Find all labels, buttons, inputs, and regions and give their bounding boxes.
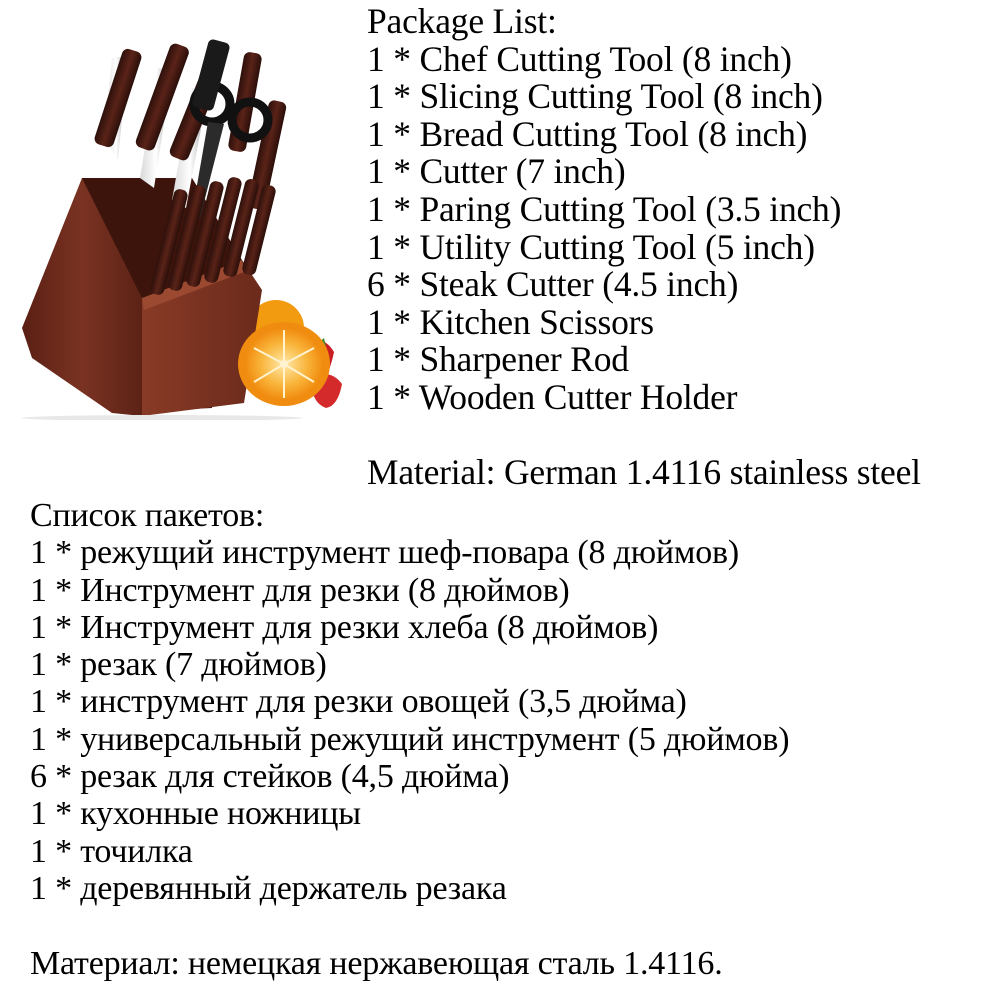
russian-item: 1 * универсальный режущий инструмент (5 дюймов) xyxy=(30,720,790,758)
english-item: 1 * Bread Cutting Tool (8 inch) xyxy=(367,113,808,154)
orange-half xyxy=(238,322,330,406)
russian-item: 1 * резак (7 дюймов) xyxy=(30,646,327,684)
english-material: Material: German 1.4116 stainless steel xyxy=(367,452,921,492)
english-package-list xyxy=(367,3,841,417)
russian-item: 1 * инструмент для резки овощей (3,5 дюйма) xyxy=(30,683,687,721)
knife-block-set-image xyxy=(12,28,360,420)
english-item: 1 * Utility Cutting Tool (5 inch) xyxy=(367,226,815,267)
english-item: 1 * Sharpener Rod xyxy=(367,339,629,380)
russian-item: 1 * деревянный держатель резака xyxy=(30,869,507,907)
english-item: 1 * Paring Cutting Tool (3.5 inch) xyxy=(367,188,842,229)
russian-material: Материал: немецкая нержавеющая сталь 1.4116. xyxy=(30,945,723,982)
english-item: 6 * Steak Cutter (4.5 inch) xyxy=(367,264,739,305)
russian-item: 1 * Инструмент для резки хлеба (8 дюймов) xyxy=(30,608,659,646)
english-item: 1 * Kitchen Scissors xyxy=(367,301,654,342)
english-item: 1 * Chef Cutting Tool (8 inch) xyxy=(367,38,792,79)
russian-item: 1 * кухонные ножницы xyxy=(30,795,361,833)
russian-heading: Список пакетов: xyxy=(30,497,265,534)
russian-package-list xyxy=(30,497,789,907)
russian-item: 1 * точилка xyxy=(30,832,193,870)
english-heading: Package List: xyxy=(367,1,557,41)
english-item: 1 * Slicing Cutting Tool (8 inch) xyxy=(367,76,823,117)
russian-item: 6 * резак для стейков (4,5 дюйма) xyxy=(30,758,510,796)
russian-item: 1 * режущий инструмент шеф-повара (8 дюймов) xyxy=(30,534,740,572)
russian-item: 1 * Инструмент для резки (8 дюймов) xyxy=(30,571,570,609)
english-item: 1 * Cutter (7 inch) xyxy=(367,151,626,192)
english-item: 1 * Wooden Cutter Holder xyxy=(367,376,738,417)
